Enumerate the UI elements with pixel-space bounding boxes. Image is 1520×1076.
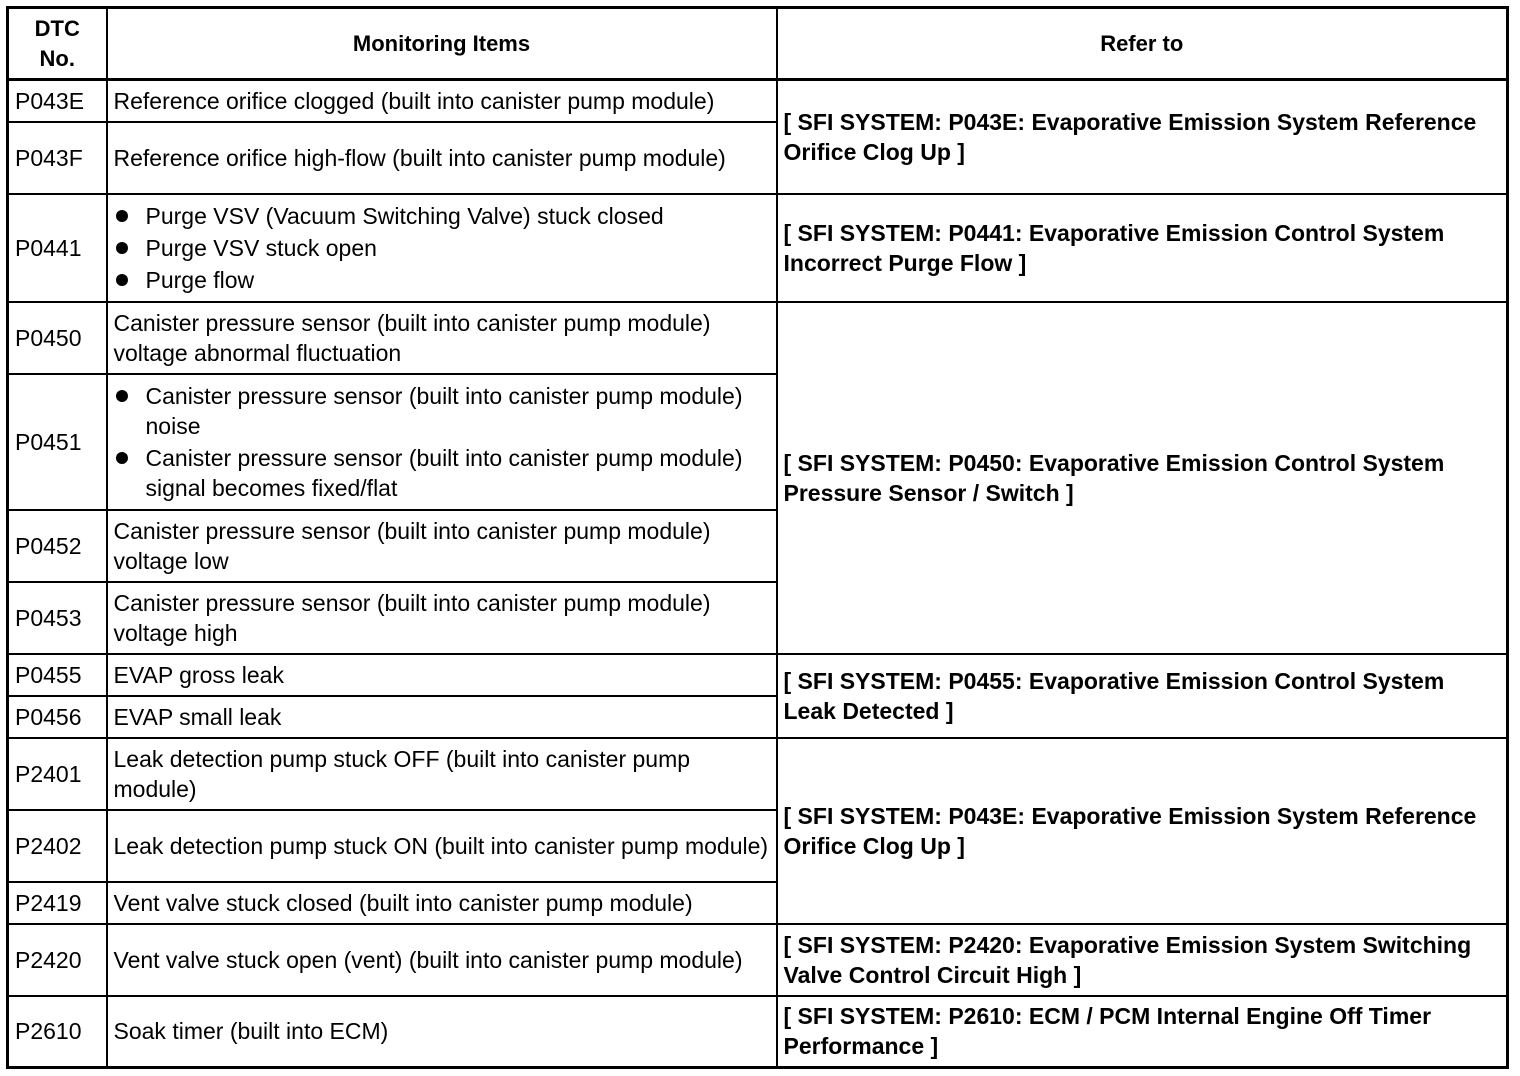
dtc-code: P2402	[8, 810, 107, 882]
refer-link[interactable]: [ SFI SYSTEM: P0450: Evaporative Emission Control System Pressure Sensor / Switch ]	[777, 302, 1508, 654]
dtc-code: P0452	[8, 510, 107, 582]
list-item	[114, 443, 770, 503]
dtc-code: P0441	[8, 194, 107, 302]
monitoring-item: Vent valve stuck closed (built into canister pump module)	[107, 882, 777, 924]
dtc-code: P0451	[8, 374, 107, 510]
bullet-icon	[116, 274, 128, 286]
refer-link[interactable]: [ SFI SYSTEM: P043E: Evaporative Emission System Reference Orifice Clog Up ]	[777, 738, 1508, 924]
header-monitoring: Monitoring Items	[107, 8, 777, 80]
monitoring-item: Canister pressure sensor (built into canister pump module) voltage low	[107, 510, 777, 582]
monitoring-item: Leak detection pump stuck OFF (built into canister pump module)	[107, 738, 777, 810]
monitoring-item-list	[107, 194, 777, 302]
refer-link[interactable]: [ SFI SYSTEM: P0455: Evaporative Emission Control System Leak Detected ]	[777, 654, 1508, 738]
dtc-table	[6, 6, 1509, 1069]
dtc-code: P043E	[8, 80, 107, 122]
monitoring-item: EVAP small leak	[107, 696, 777, 738]
list-item	[114, 381, 770, 441]
bullet-icon	[116, 390, 128, 402]
monitoring-item: Vent valve stuck open (vent) (built into canister pump module)	[107, 924, 777, 996]
table-row	[8, 996, 1508, 1068]
list-item-text: Purge VSV (Vacuum Switching Valve) stuck closed	[145, 202, 664, 229]
monitoring-item: Reference orifice high-flow (built into canister pump module)	[107, 122, 777, 194]
list-item	[114, 265, 770, 295]
monitoring-item: Leak detection pump stuck ON (built into canister pump module)	[107, 810, 777, 882]
dtc-code: P2401	[8, 738, 107, 810]
list-item-text: Purge flow	[145, 266, 255, 293]
dtc-code: P2419	[8, 882, 107, 924]
dtc-code: P2610	[8, 996, 107, 1068]
bullet-icon	[116, 242, 128, 254]
refer-link[interactable]: [ SFI SYSTEM: P2610: ECM / PCM Internal Engine Off Timer Performance ]	[777, 996, 1508, 1068]
refer-link[interactable]: [ SFI SYSTEM: P2420: Evaporative Emission System Switching Valve Control Circuit High ]	[777, 924, 1508, 996]
list-item-text: Canister pressure sensor (built into canister pump module) noise	[145, 382, 743, 439]
monitoring-item: EVAP gross leak	[107, 654, 777, 696]
monitoring-item: Canister pressure sensor (built into canister pump module) voltage high	[107, 582, 777, 654]
header-dtc: DTC No.	[8, 8, 107, 80]
table-row	[8, 302, 1508, 374]
list-item	[114, 201, 770, 231]
refer-link[interactable]: [ SFI SYSTEM: P043E: Evaporative Emission System Reference Orifice Clog Up ]	[777, 80, 1508, 194]
table-row	[8, 80, 1508, 122]
table-row	[8, 924, 1508, 996]
bullet-icon	[116, 452, 128, 464]
list-item-text: Canister pressure sensor (built into canister pump module) signal becomes fixed/flat	[145, 444, 743, 501]
bullet-icon	[116, 210, 128, 222]
dtc-code: P0450	[8, 302, 107, 374]
monitoring-item: Soak timer (built into ECM)	[107, 996, 777, 1068]
refer-link[interactable]: [ SFI SYSTEM: P0441: Evaporative Emission Control System Incorrect Purge Flow ]	[777, 194, 1508, 302]
list-item	[114, 233, 770, 263]
table-row	[8, 194, 1508, 302]
table-row	[8, 738, 1508, 810]
dtc-code: P0456	[8, 696, 107, 738]
dtc-code: P043F	[8, 122, 107, 194]
dtc-code: P0453	[8, 582, 107, 654]
list-item-text: Purge VSV stuck open	[145, 234, 377, 261]
monitoring-item-list	[107, 374, 777, 510]
dtc-code: P2420	[8, 924, 107, 996]
dtc-code: P0455	[8, 654, 107, 696]
monitoring-item: Canister pressure sensor (built into canister pump module) voltage abnormal fluctuation	[107, 302, 777, 374]
table-row	[8, 654, 1508, 696]
header-refer: Refer to	[777, 8, 1508, 80]
monitoring-item: Reference orifice clogged (built into canister pump module)	[107, 80, 777, 122]
header-row	[8, 8, 1508, 80]
